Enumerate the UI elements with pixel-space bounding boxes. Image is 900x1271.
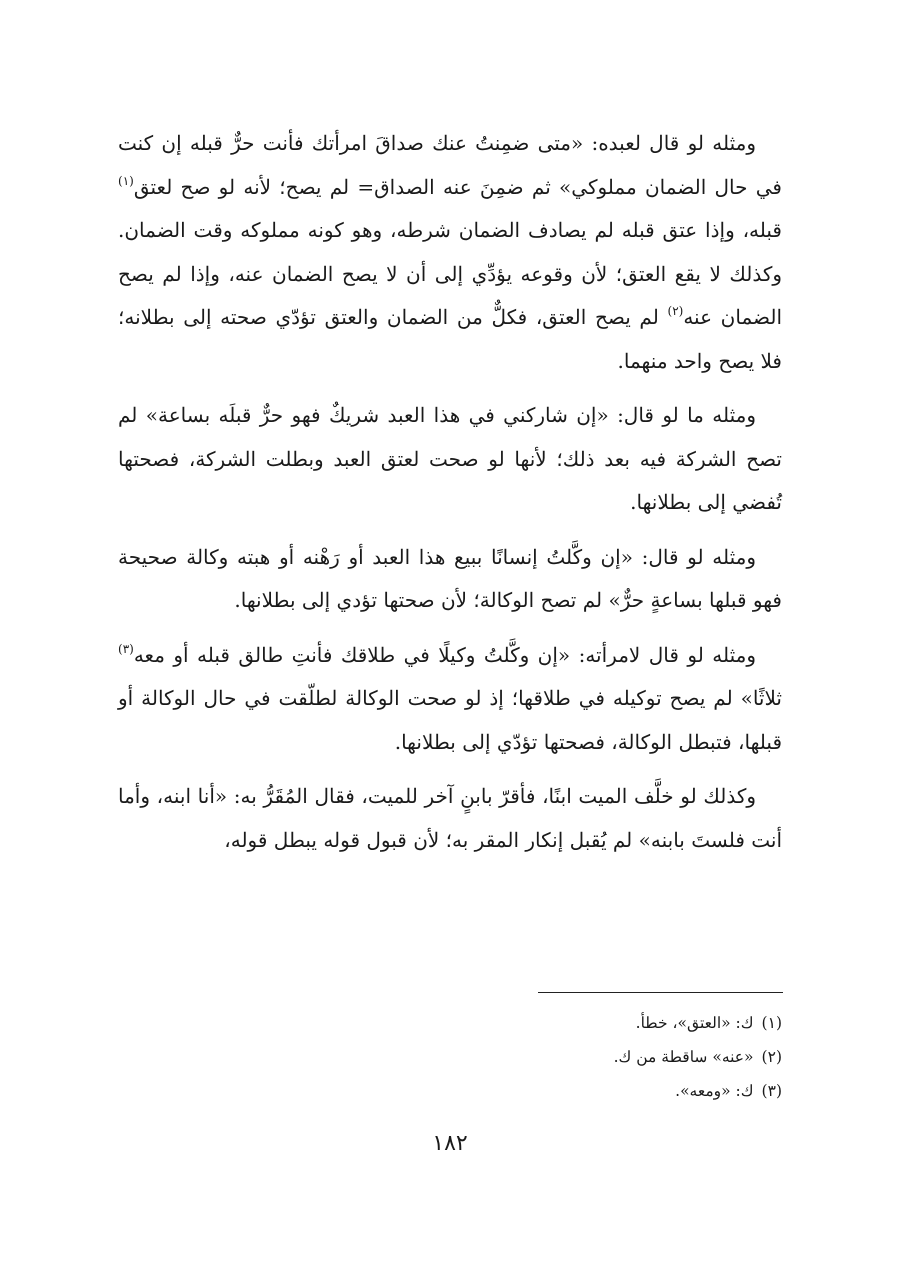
- main-text: [118, 122, 782, 873]
- footnote-number: (١): [761, 1014, 782, 1032]
- footnote-2: [430, 1040, 782, 1074]
- paragraph-text: ومثله لو قال: «إن وكَّلتُ إنسانًا ببيع هذا العبد أو رَهْنه أو هبته وكالة صحيحة فهو قبلها بساعةٍ حرٌّ» لم تصح الوكالة؛ لأن صحتها تؤدي إلى بطلانها.: [118, 544, 782, 612]
- footnote-marker-2: (٢): [667, 304, 684, 318]
- paragraph-text: لم يصح العتق، فكلٌّ من الضمان والعتق تؤدّي صحته إلى بطلانه؛ فلا يصح واحد منهما.: [118, 305, 782, 373]
- paragraph-2: [118, 394, 782, 525]
- footnote-text: ك: «ومعه».: [675, 1082, 754, 1100]
- footnote-marker-1: (١): [118, 173, 134, 188]
- footnote-marker-3: (٣): [118, 641, 134, 656]
- footnote-text: ك: «العتق»، خطأ.: [635, 1014, 754, 1032]
- footnote-1: [430, 1006, 782, 1040]
- footnote-3: [430, 1074, 782, 1108]
- paragraph-text: ومثله ما لو قال: «إن شاركني في هذا العبد شريكٌ فهو حرٌّ قبلَه بساعة» لم تصح الشركة فيه بعد ذلك؛ لأنها لو صحت لعتق العبد وبطلت الشركة، فصحتها تُفضي إلى بطلانها.: [118, 403, 782, 514]
- footnote-divider: [538, 992, 783, 993]
- paragraph-3: [118, 536, 782, 623]
- paragraph-text: ومثله لو قال لامرأته: «إن وكَّلتُ وكيلًا في طلاقك فأنتِ طالق قبله أو معه: [133, 642, 756, 667]
- paragraph-text: وكذلك لو خلَّف الميت ابنًا، فأقرّ بابنٍ آخر للميت، فقال المُقَرُّ به: «أنا ابنه، وأما أنت فلستَ بابنه» لم يُقبل إنكار المقر به؛ لأن قبول قوله يبطل قوله،: [118, 784, 782, 852]
- footnote-text: «عنه» ساقطة من ك.: [613, 1048, 754, 1066]
- paragraph-4: [118, 634, 782, 765]
- paragraph-5: [118, 775, 782, 862]
- paragraph-1: [118, 122, 782, 383]
- paragraph-text: قبله، وإذا عتق قبله لم يصادف الضمان شرطه، وهو كونه مملوكه وقت الضمان. وكذلك لا يقع العتق؛ لأن وقوعه يؤدِّي إلى أن لا يصح الضمان عنه، وإذا لم يصح الضمان عنه: [118, 218, 783, 329]
- footnote-number: (٢): [761, 1048, 782, 1066]
- page-number: ١٨٢: [432, 1131, 468, 1156]
- paragraph-text: ومثله لو قال لعبده: «متى ضمِنتُ عنك صداقَ امرأتك فأنت حرٌّ قبله إن كنت في حال الضمان مملوكي» ثم ضمِنَ عنه الصداق= لم يصح؛ لأنه لو صح لعتق: [118, 131, 782, 199]
- paragraph-text: ثلاثًا» لم يصح توكيله في طلاقها؛ إذ لو صحت الوكالة لطلّقت في حال الوكالة أو قبلها، فتبطل الوكالة، فصحتها تؤدّي إلى بطلانها.: [118, 686, 782, 754]
- footnotes: [430, 1006, 782, 1108]
- footnote-number: (٣): [761, 1082, 782, 1100]
